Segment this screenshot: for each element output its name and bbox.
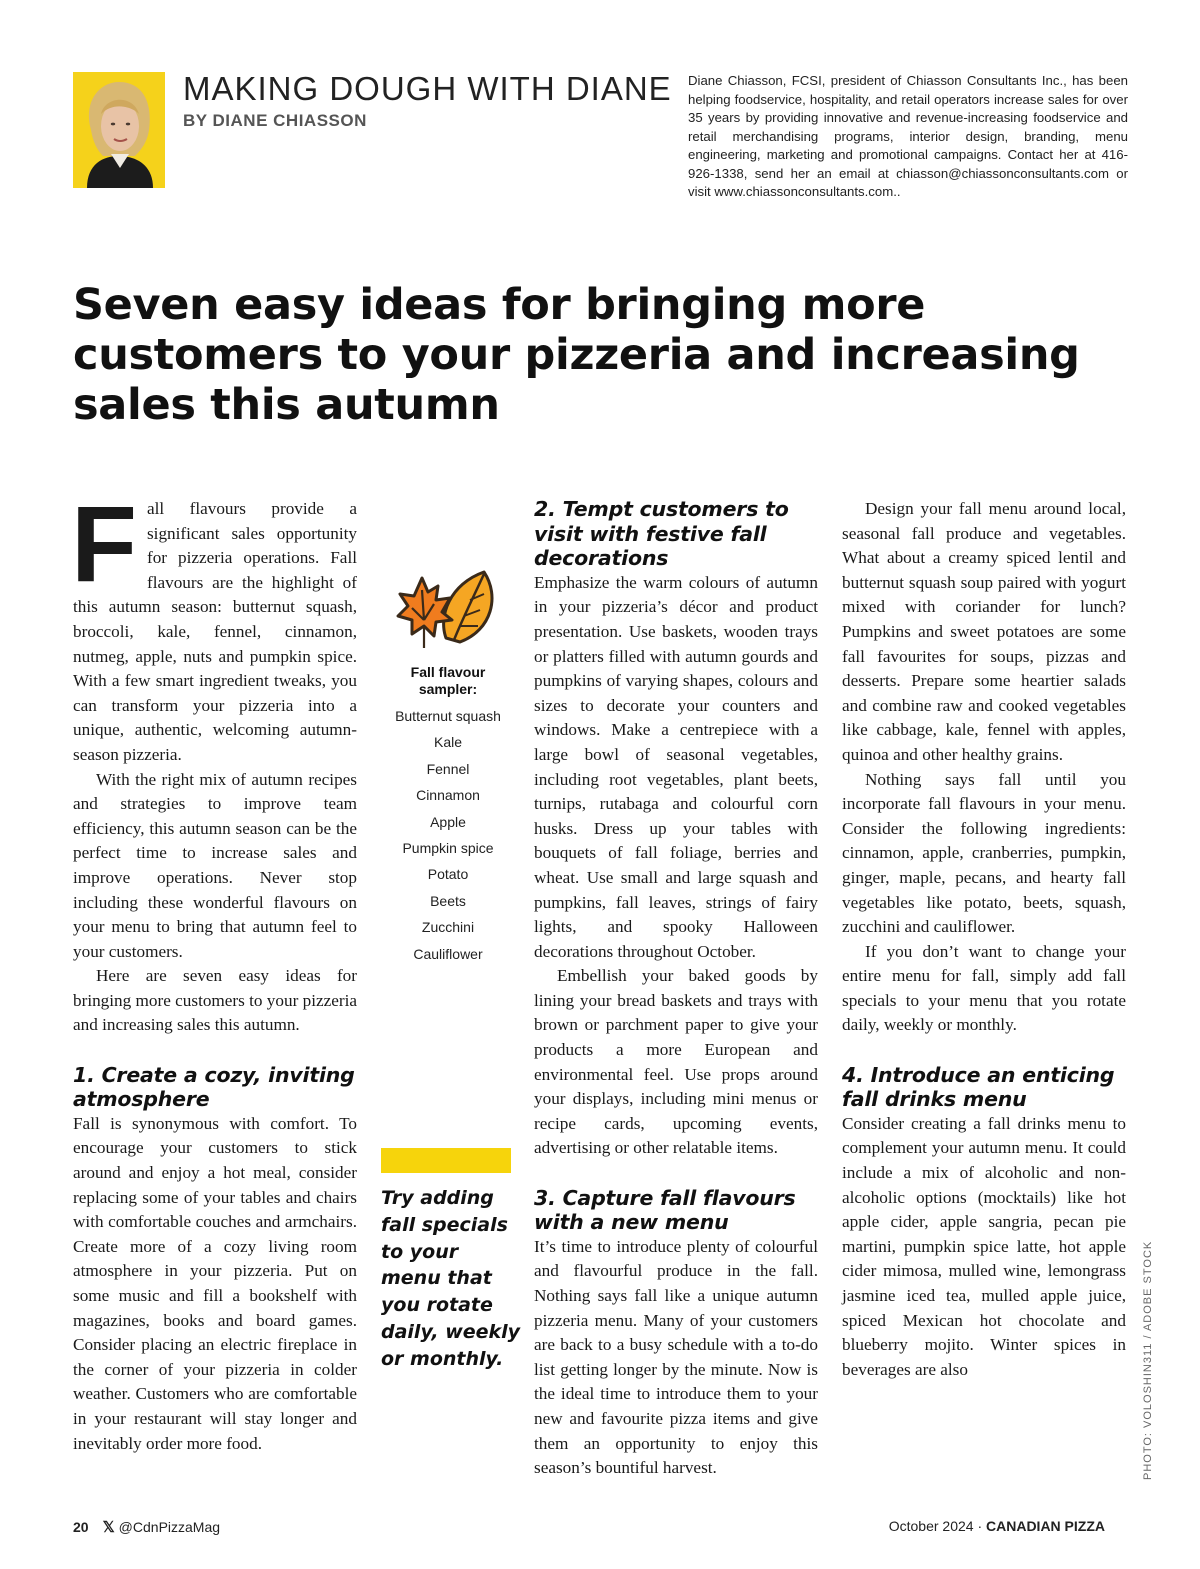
byline: BY DIANE CHIASSON xyxy=(183,111,367,130)
section-1-paragraph: Fall is synonymous with comfort. To encourage your customers to stick around and enjoy a hot meal, consider replacing some of your tables and chairs with comfortable couches and armchairs. Create more of a cozy living room atmosphere in your pizzeria. Put on some music and fill a bookshelf with magazines, books and board games. Consider placing an electric fireplace in the corner of your pizzeria in colder weather. Customers who are comfortable in your restaurant will stay longer and inevitably order more food. xyxy=(73,1113,357,1453)
sampler-item: Zucchini xyxy=(421,919,475,936)
pullquote-accent-bar xyxy=(381,1148,511,1173)
section-3-paragraph-4: If you don’t want to change your entire menu for fall, simply add fall specials to your menu that you rotate daily, weekly or monthly. xyxy=(842,941,1126,1035)
footer-left xyxy=(73,1518,220,1536)
section-1-heading: 1. Create a cozy, inviting atmosphere xyxy=(73,1062,355,1112)
article-headline: Seven easy ideas for bringing more customers to your pizzeria and increasing sales this autumn xyxy=(73,280,1080,430)
section-2-heading: 2. Tempt customers to visit with festive fall decorations xyxy=(534,497,789,571)
social-handle[interactable]: @CdnPizzaMag xyxy=(118,1519,221,1535)
section-2-paragraph-2: Embellish your baked goods by lining your bread baskets and trays with brown or parchment paper to give your products a more European and environmental feel. Use props around your displays, including mini menus or recipe cards, upcoming events, advertising or other relatable items. xyxy=(534,966,818,1158)
section-4-heading: 4. Introduce an enticing fall drinks menu xyxy=(842,1062,1115,1112)
footer-right xyxy=(889,1518,1105,1534)
column-3 xyxy=(534,497,818,1481)
author-bio: Diane Chiasson, FCSI, president of Chiasson Consultants Inc., has been helping foodservice, hospitality, and retail operators increase sales for over 35 years by providing innovative and revenue-increasing foodservice and retail merchandising programs, interior design, branding, menu engineering, marketing and promotional campaigns. Contact her at 416-926-1338, send her an email at chiasson@chiassonconsultants.com or visit www.chiassonconsultants.com.. xyxy=(688,73,1128,199)
sampler-title: Fall flavour sampler: xyxy=(410,664,486,697)
magazine-name: CANADIAN PIZZA xyxy=(986,1518,1105,1534)
sampler-item: Beets xyxy=(430,892,466,909)
sampler-item: Pumpkin spice xyxy=(402,840,494,857)
section-3-heading: 3. Capture fall flavours with a new menu xyxy=(534,1185,796,1235)
flavour-sampler-sidebar xyxy=(381,560,515,967)
section-4-paragraph: Consider creating a fall drinks menu to complement your autumn menu. It could include a mix of alcoholic and non-alcoholic options (mocktails) like hot apple cider, apple sangria, pecan pie martini, pumpkin spice latte, hot apple cider mimosa, mulled wine, lemongrass jasmine iced tea, mulled apple juice, spiced Mexican hot chocolate and blueberry mojito. Winter spices in beverages are also xyxy=(842,1113,1126,1379)
sampler-item: Potato xyxy=(427,866,469,883)
section-3-paragraph-2: Design your fall menu around local, seasonal fall produce and vegetables. What about a creamy spiced lentil and butternut squash soup paired with yogurt mixed with coriander for lunch? Pumpkins and sweet potatoes are some fall favourites for soups, pizzas and desserts. Prepare some heartier salads and combine raw and cooked vegetables like cabbage, kale, fennel with apples, quinoa and other healthy grains. xyxy=(842,499,1126,764)
sampler-item: Kale xyxy=(433,734,463,751)
issue-date: October 2024 · xyxy=(888,1518,986,1534)
sampler-list xyxy=(381,703,515,967)
column-4 xyxy=(842,497,1126,1382)
intro-paragraph-1 xyxy=(71,483,357,768)
x-logo-icon: 𝕏 xyxy=(102,1519,115,1536)
sampler-item: Apple xyxy=(430,813,466,830)
sampler-item: Fennel xyxy=(426,760,470,777)
drop-cap: F xyxy=(71,483,137,604)
autumn-leaves-icon xyxy=(388,560,508,656)
intro-paragraph-2: With the right mix of autumn recipes and strategies to improve team efficiency, this autumn season can be the perfect time to increase sales and improve operations. Never stop including these wonderful flavours on your menu to bring that autumn feel to your customers. xyxy=(73,769,357,961)
intro-paragraph-3: Here are seven easy ideas for bringing more customers to your pizzeria and increasing sales this autumn. xyxy=(73,966,357,1035)
column-header xyxy=(73,70,1133,199)
page-number: 20 xyxy=(73,1519,89,1535)
sampler-item: Cauliflower xyxy=(413,945,483,962)
section-3-paragraph-3: Nothing says fall until you incorporate fall flavours in your menu. Consider the following ingredients: cinnamon, apple, cranberries, pumpkin, ginger, maple, pecans, and hearty fall vegetables like potato, beets, squash, zucchini and cauliflower. xyxy=(842,769,1126,937)
column-1 xyxy=(71,483,357,1456)
column-name: MAKING DOUGH WITH DIANE xyxy=(183,70,672,107)
section-2-paragraph-1: Emphasize the warm colours of autumn in your pizzeria’s décor and product presentation. Use baskets, wooden trays or platters filled with autumn gourds and pumpkins of varying shapes, colours and sizes to decorate your counters and windows. Make a centrepiece with a large bowl of seasonal vegetables, including root vegetables, plant beets, turnips, rutabaga and colourful corn husks. Dress up your tables with bouquets of fall foliage, berries and wheat. Use small and large squash and pumpkins, fall leaves, strings of fairy lights, and spooky Halloween decorations throughout October. xyxy=(534,572,818,961)
sampler-item: Butternut squash xyxy=(395,708,501,724)
author-photo xyxy=(73,72,165,188)
sampler-item: Cinnamon xyxy=(416,787,480,804)
photo-credit: PHOTO: VOLOSHIN311 / ADOBE STOCK xyxy=(1142,1240,1154,1480)
intro-paragraph-1-text: all flavours provide a significant sales opportunity for pizzeria operations. Fall flavours are the highlight of this autumn season: butternut squash, broccoli, kale, fennel, cinnamon, nutmeg, apple, nuts and pumpkin spice. With a few smart ingredient tweaks, you can transform your pizzeria into a unique, authentic, welcoming autumn-season pizzeria. xyxy=(73,499,357,764)
pullquote: Try adding fall specials to your menu that you rotate daily, weekly or monthly. xyxy=(381,1187,521,1370)
section-3-paragraph-1: It’s time to introduce plenty of colourful and flavourful produce in the fall. Nothing says fall like a unique autumn pizzeria menu. Many of your customers are back to a busy schedule with a to-do list getting longer by the minute. Now is the ideal time to introduce them to your new and favourite pizza items and give them an opportunity to enjoy this season’s bountiful harvest. xyxy=(534,1236,818,1478)
